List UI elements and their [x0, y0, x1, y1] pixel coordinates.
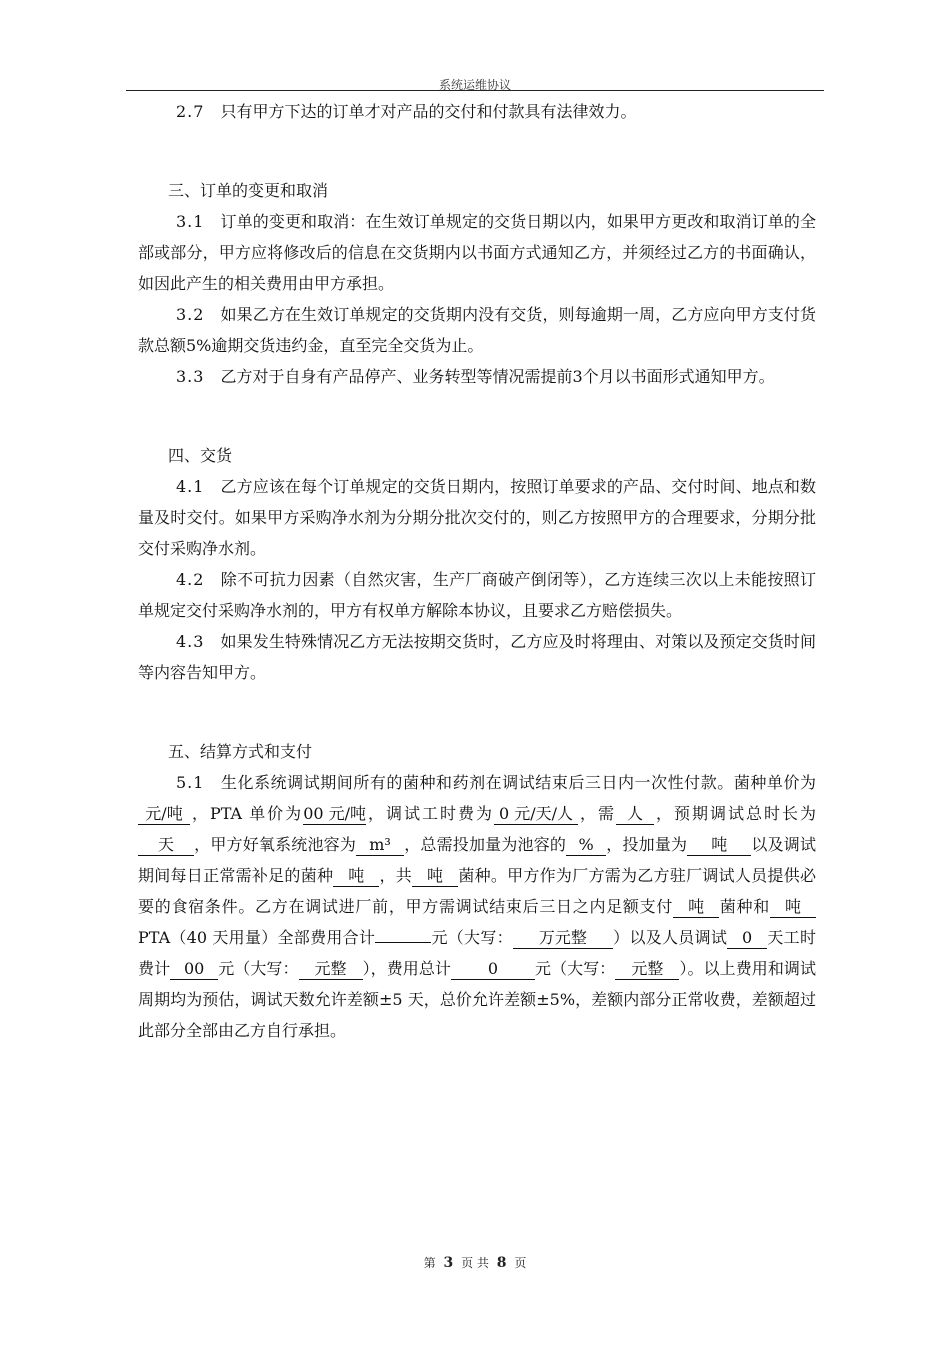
blank-field-tank-volume: m³: [356, 835, 404, 856]
clause-3-1: [138, 206, 816, 299]
clause-number: 4.3: [176, 632, 205, 651]
clause-text: 乙方应该在每个订单规定的交货日期内，按照订单要求的产品、交付时间、地点和数量及时交付。如果甲方采购净水剂为分期分批次交付的，则乙方按照甲方的合理要求，分期分批交付采购净水剂。: [138, 477, 816, 558]
clause-3-2: [138, 299, 816, 361]
clause-text: ，PTA 单价为: [190, 804, 304, 823]
section-3-heading: 三、订单的变更和取消: [168, 181, 329, 200]
clause-number: 2.7: [176, 102, 205, 121]
clause-text: 订单的变更和取消：在生效订单规定的交货日期以内，如果甲方更改和取消订单的全部或部分，甲方应将修改后的信息在交货期内以书面方式通知乙方，并须经过乙方的书面确认，如因此产生的相关费用由甲方承担。: [138, 212, 816, 293]
clause-text: ，甲方好氧系统池容为: [194, 835, 357, 854]
clause-text: 元（大写：: [218, 959, 299, 978]
clause-text: 菌种。甲方作为厂方需为乙方驻厂调试人员提供必要的食宿条件。乙方在调试进厂前，甲方需调试结束后三日之内足额支付: [138, 866, 816, 916]
blank-field-total-cost-words: 万元整: [513, 928, 613, 949]
clause-4-3: [138, 626, 816, 688]
blank-field-total-cost: [375, 942, 431, 943]
running-header: 系统运维协议: [438, 78, 511, 92]
clause-text: 天工时费计: [138, 928, 816, 978]
blank-field-labor-fee: 0 元/天/人: [494, 804, 578, 825]
blank-field-days: 天: [138, 835, 194, 856]
clause-5-1: [138, 767, 816, 1046]
clause-text: ，总需投加量为池容的: [404, 835, 567, 854]
blank-field-total-strain: 吨: [412, 866, 458, 887]
clause-text: PTA（40 天用量）全部费用合计: [138, 928, 376, 947]
blank-field-percent: %: [566, 835, 606, 856]
clause-text: 如果发生特殊情况乙方无法按期交货时，乙方应及时将理由、对策以及预定交货时间等内容告知甲方。: [138, 632, 816, 682]
section-5-heading: 五、结算方式和支付: [168, 742, 313, 761]
clause-text: 以及调试期间每日正常需补足的菌种: [138, 835, 816, 885]
clause-text: 生化系统调试期间所有的菌种和药剂在调试结束后三日内一次性付款。菌种单价为: [220, 773, 816, 792]
spacer: [138, 127, 816, 175]
blank-field-strain-tons: 吨: [673, 897, 719, 918]
document-body: [138, 96, 816, 1046]
clause-4-1: [138, 471, 816, 564]
blank-field-grand-total: 0: [451, 959, 535, 980]
blank-field-dosage: 吨: [687, 835, 751, 856]
clause-text: ，调试工时费为: [366, 804, 494, 823]
blank-field-labor-cost-words: 元整: [299, 959, 363, 980]
clause-text: ，需: [578, 804, 616, 823]
clause-number: 3.3: [176, 367, 205, 386]
blank-field-pta-tons: 吨: [770, 897, 816, 918]
clause-text: ，预期调试总时长为: [654, 804, 816, 823]
clause-text: ），费用总计: [362, 959, 451, 978]
clause-text: 乙方对于自身有产品停产、业务转型等情况需提前3个月以书面形式通知甲方。: [220, 367, 775, 386]
blank-field-labor-days: 0: [727, 928, 767, 949]
clause-text: 除不可抗力因素（自然灾害，生产厂商破产倒闭等），乙方连续三次以上未能按照订单规定交付采购净水剂的，甲方有权单方解除本协议，且要求乙方赔偿损失。: [138, 570, 816, 620]
spacer: [138, 688, 816, 736]
footer-suffix: 页: [514, 1256, 527, 1270]
blank-field-people: 人: [616, 804, 654, 825]
blank-field-daily-strain: 吨: [333, 866, 379, 887]
clause-text: 只有甲方下达的订单才对产品的交付和付款具有法律效力。: [220, 102, 637, 121]
footer-mid: 页 共: [461, 1256, 489, 1270]
clause-text: 如果乙方在生效订单规定的交货期内没有交货，则每逾期一周，乙方应向甲方支付货款总额5%逾期交货违约金，直至完全交货为止。: [138, 305, 816, 355]
spacer: [138, 392, 816, 440]
clause-text: ）。以上费用和调试周期均为预估，调试天数允许差额±5 天，总价允许差额±5%，差额内部分正常收费，差额超过此部分全部由乙方自行承担。: [138, 959, 816, 1040]
blank-field-labor-cost: 00: [170, 959, 218, 980]
clause-number: 5.1: [176, 773, 205, 792]
total-page-number: 8: [496, 1255, 507, 1271]
current-page-number: 3: [443, 1255, 454, 1271]
blank-field-grand-total-words: 元整: [615, 959, 679, 980]
blank-field-strain-price: 元/吨: [138, 804, 190, 825]
clause-number: 4.2: [176, 570, 205, 589]
clause-text: ，共: [379, 866, 413, 885]
clause-4-2: [138, 564, 816, 626]
clause-text: ，投加量为: [606, 835, 688, 854]
header-rule: [126, 90, 824, 91]
clause-number: 3.1: [176, 212, 205, 231]
clause-text: 元（大写：: [431, 928, 513, 947]
clause-text: 元（大写：: [534, 959, 616, 978]
footer-prefix: 第: [423, 1256, 436, 1270]
clause-text: ）以及人员调试: [612, 928, 728, 947]
clause-number: 4.1: [176, 477, 205, 496]
clause-text: 菌种和: [719, 897, 770, 916]
section-4-heading: 四、交货: [168, 446, 233, 465]
clause-2-7: [138, 96, 816, 127]
clause-number: 3.2: [176, 305, 205, 324]
blank-field-pta-price: 00 元/吨: [303, 804, 367, 823]
clause-3-3: [138, 361, 816, 392]
page-footer: [0, 1254, 950, 1271]
